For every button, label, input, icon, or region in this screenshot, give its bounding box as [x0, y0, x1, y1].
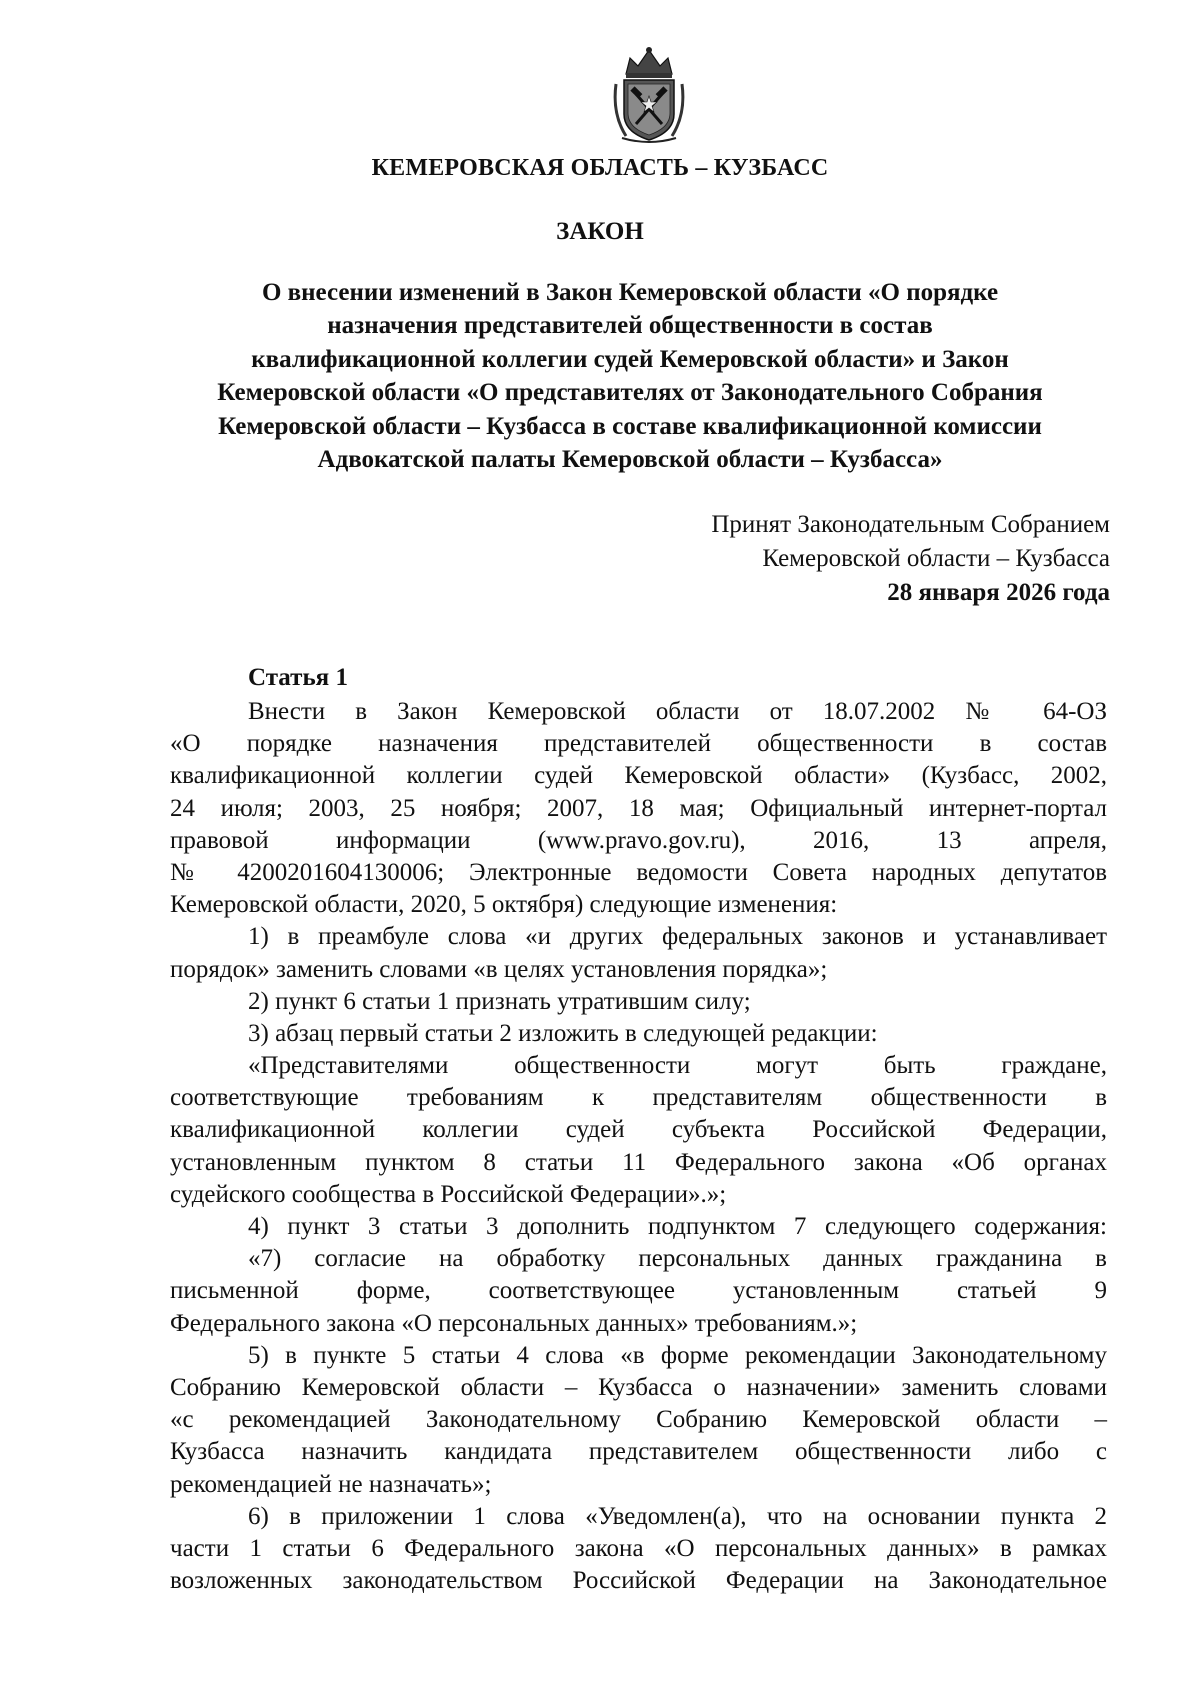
- article-heading: Статья 1: [248, 664, 348, 691]
- body-line: установленным пунктом 8 статьи 11 Федерального закона «Об органах: [170, 1148, 1107, 1176]
- body-line: «с рекомендацией Законодательному Собранию Кемеровской области –: [170, 1406, 1107, 1434]
- adoption-date: 28 января 2026 года: [887, 579, 1110, 606]
- body-line: Собранию Кемеровской области – Кузбасса о назначении» заменить словами: [170, 1373, 1107, 1401]
- adoption-block: [711, 508, 1110, 610]
- adoption-line: Принят Законодательным Собранием: [711, 511, 1110, 538]
- body-line: Кузбасса назначить кандидата представителем общественности либо с: [170, 1438, 1107, 1466]
- body-line: «7) согласие на обработку персональных данных гражданина в: [248, 1245, 1107, 1273]
- article-body: [170, 696, 1107, 1597]
- law-title: [150, 276, 1110, 476]
- title-line: квалификационной коллегии судей Кемеровской области» и Закон: [251, 345, 1009, 373]
- body-line: 1) в преамбуле слова «и других федеральных законов и устанавливает: [248, 923, 1107, 951]
- body-line: судейского сообщества в Российской Федерации».»;: [170, 1180, 727, 1208]
- body-line: Федерального закона «О персональных данных» требованиям.»;: [170, 1309, 858, 1337]
- kuzbass-coat-of-arms-icon: [612, 44, 686, 144]
- body-line: 5) в пункте 5 статьи 4 слова «в форме рекомендации Законодательному: [248, 1341, 1107, 1369]
- title-line: Кемеровской области – Кузбасса в составе квалификационной комиссии: [218, 412, 1042, 440]
- title-line: назначения представителей общественности в состав: [327, 312, 933, 340]
- region-heading: КЕМЕРОВСКАЯ ОБЛАСТЬ – КУЗБАСС: [371, 155, 829, 181]
- document-type: ЗАКОН: [556, 218, 644, 245]
- body-line: квалификационной коллегии судей Кемеровской области» (Кузбасс, 2002,: [170, 762, 1107, 790]
- body-line: 3) абзац первый статьи 2 изложить в следующей редакции:: [248, 1019, 878, 1047]
- body-line: соответствующие требованиям к представителям общественности в: [170, 1084, 1107, 1112]
- title-line: Кемеровской области «О представителях от Законодательного Собрания: [217, 379, 1043, 407]
- body-line: «О порядке назначения представителей общественности в состав: [170, 730, 1107, 758]
- adoption-line: Кемеровской области – Кузбасса: [762, 545, 1110, 572]
- title-line: Адвокатской палаты Кемеровской области – Кузбасса»: [317, 446, 943, 474]
- body-line: № 4200201604130006; Электронные ведомости Совета народных депутатов: [170, 858, 1107, 886]
- body-line: порядок» заменить словами «в целях установления порядка»;: [170, 955, 828, 983]
- body-line: 6) в приложении 1 слова «Уведомлен(а), что на основании пункта 2: [248, 1502, 1107, 1530]
- body-line: 2) пункт 6 статьи 1 признать утратившим силу;: [248, 987, 751, 1015]
- body-line: 4) пункт 3 статьи 3 дополнить подпунктом 7 следующего содержания:: [248, 1213, 1107, 1240]
- body-line: квалификационной коллегии судей субъекта Российской Федерации,: [170, 1116, 1107, 1144]
- body-line: Кемеровской области, 2020, 5 октября) следующие изменения:: [170, 891, 838, 919]
- body-line: письменной форме, соответствующее установленным статьей 9: [170, 1277, 1107, 1305]
- body-line: «Представителями общественности могут быть граждане,: [248, 1052, 1107, 1080]
- body-line: Внести в Закон Кемеровской области от 18.07.2002 № 64-ОЗ: [248, 698, 1107, 725]
- title-line: О внесении изменений в Закон Кемеровской области «О порядке: [261, 279, 999, 306]
- body-line: правовой информации (www.pravo.gov.ru), 2016, 13 апреля,: [170, 826, 1107, 854]
- body-line: части 1 статьи 6 Федерального закона «О персональных данных» в рамках: [170, 1534, 1107, 1562]
- body-line: возложенных законодательством Российской Федерации на Законодательное: [170, 1567, 1107, 1595]
- body-line: 24 июля; 2003, 25 ноября; 2007, 18 мая; Официальный интернет-портал: [170, 794, 1107, 822]
- body-line: рекомендацией не назначать»;: [170, 1470, 492, 1498]
